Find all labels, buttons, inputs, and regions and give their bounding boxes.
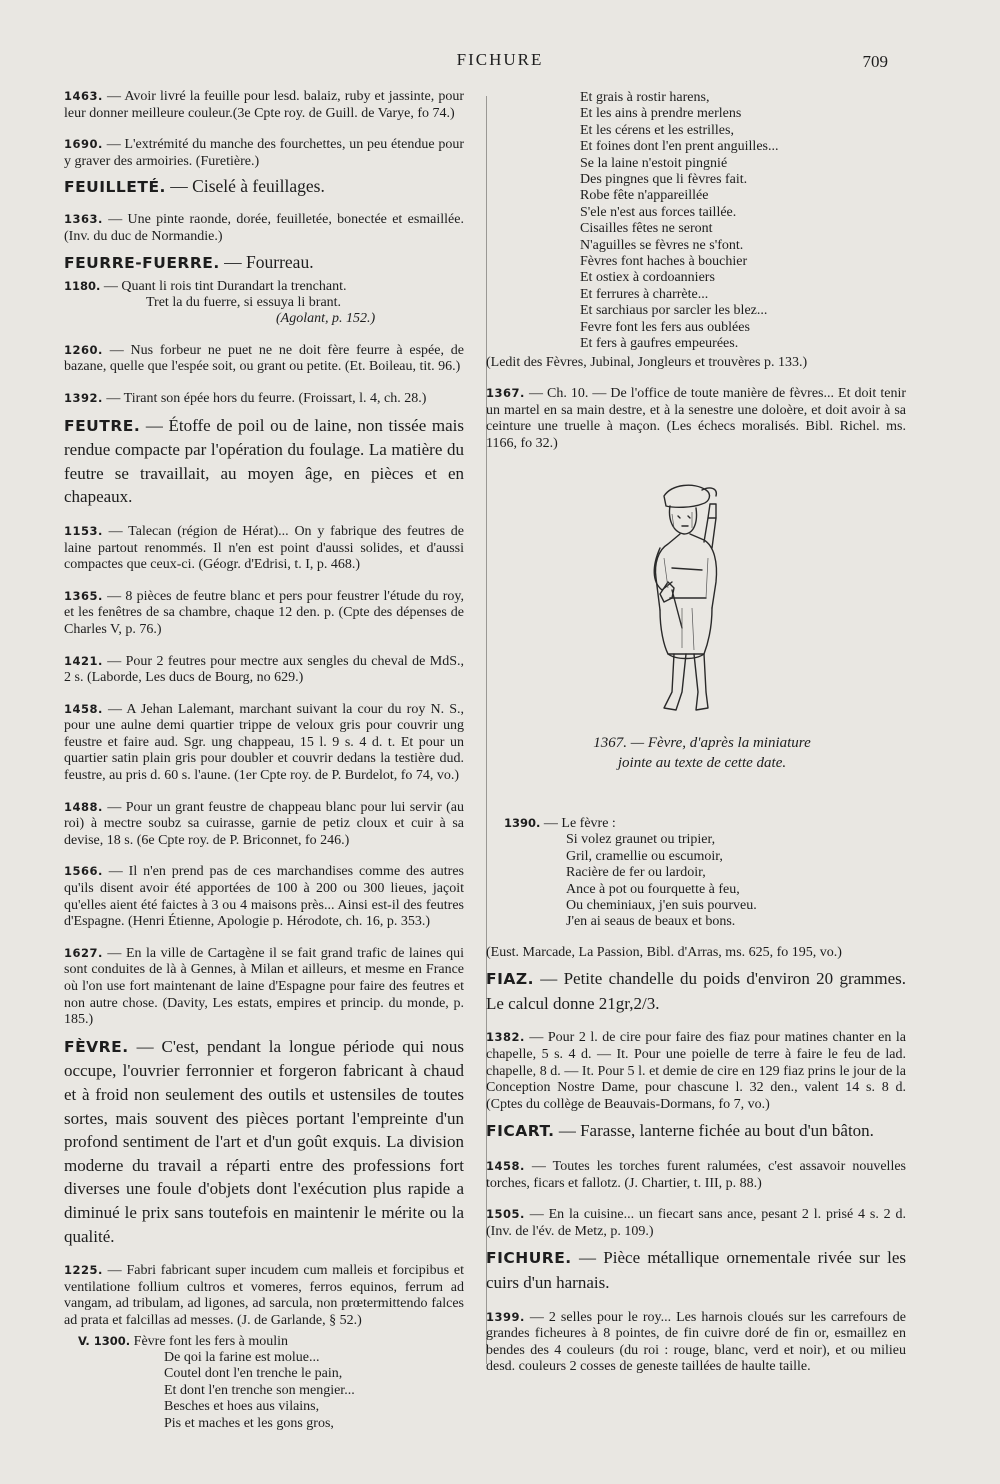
headword-feurre-fuerre: FEURRE-FUERRE. — Fourreau. xyxy=(64,251,314,272)
headword-feuillete: FEUILLETÉ. — Ciselé à feuillages. xyxy=(64,176,325,197)
entry-1458: 1458. — A Jehan Lalemant, marchant suivant la cour du roy N. S., pour une aulne demi quartier trippe de veloux gris pour couvrir ung feustre et faire aud. Sgr. ung chappeau, 15 l. 9 s. 4 d. t. Et pour un quartier satin plain gris pour doubler et couvrir dedans la testière dud. feustre, au pris d. 60 s. l'aune. (1er Cpte roy. de P. Burdelot, fo 74, vo.) xyxy=(64,701,465,784)
entry-1458-ficart: 1458. — Toutes les torches furent ralumées, c'est assavoir nouvelles torches, ficars et fallotz. (J. Chartier, t. III, p. 88.) xyxy=(486,1159,906,1191)
entry-1488: 1488. — Pour un grant feustre de chappeau blanc pour lui servir (au roi) à mectre soubz sa cuirasse, garnie de petiz cloux et cuir à sa devise, 18 s. (6e Cpte roy. de P. Briconnet, fo 246.) xyxy=(64,799,464,848)
entry-1260: 1260. — Nus forbeur ne puet ne ne doit fère feurre à espée, de bazane, quelle que l'espée soit, ou grant ou petite. (Et. Boileau, tit. 96.) xyxy=(64,342,465,375)
poem-line: Et foines dont l'en prent anguilles... xyxy=(580,139,779,155)
entry-1463: 1463. — Avoir livré la feuille pour lesd. balaiz, ruby et jassinte, pour leur donner meilleure couleur.(3e Cpte roy. de Guill. de Varye, fo 74.) xyxy=(64,89,464,121)
page-number: 709 xyxy=(862,52,888,71)
entry-1627: 1627. — En la ville de Cartagène il se fait grand trafic de laines qui sont conduites de là à Gennes, à Milan et ailleurs, et mesme en France où l'on use fort maintenant de laine d'Espagne pour faire des feutres et non autre chose. (Davity, Les estats, empires et princip. du monde, p. 185.) xyxy=(64,945,465,1028)
entry-1390: 1390. — Le fèvre : Si volez graunet ou tripier, Gril, cramellie ou escumoir, Racière de fer ou lardoir, Ance à pot ou fourquette à feu, Ou cheminiaux, j'en suis pourveu. J'en ai seaus de beaux et bons. xyxy=(504,816,757,930)
entry-1399: 1399. — 2 selles pour le roy... Les harnois cloués sur les carrefours de grandes ficheures à 8 pointes, de fin cuivre doré de fin or, esmaillez en bendes des 4 couleurs (du roi : rouge, blanc, verd et noir), et ou milieu desd. couleurs 2 cosses de geneste taillées de haulte taille. xyxy=(486,1309,906,1375)
running-title: FICHURE xyxy=(456,50,544,69)
poem-line: Et ostiex à cordoanniers xyxy=(580,270,715,286)
poem-line: Et grais à rostir harens, xyxy=(580,90,710,105)
headword-feutre: FEUTRE. — Étoffe de poil ou de laine, non tissée mais rendue compacte par l'opération du foulage. La matière du feutre se travaillait, au moyen âge, en pièces et en chapeaux. xyxy=(64,415,464,507)
entry-1392: 1392. — Tirant son épée hors du feurre. (Froissart, l. 4, ch. 28.) xyxy=(64,390,427,406)
poem-source: (Ledit des Fèvres, Jubinal, Jongleurs et trouvères p. 133.) xyxy=(486,354,808,370)
entry-1367: 1367. — Ch. 10. — De l'office de toute manière de fèvres... Et doit tenir un martel en sa main destre, et à la senestre une doloère, et doit avoir à sa ceinture une truelle à maçon. (Les échecs moralisés. Bibl. Richel. ms. 1166, fo 32.) xyxy=(486,385,907,451)
headword-fichure: FICHURE. — Pièce métallique ornementale rivée sur les cuirs d'un harnais. xyxy=(486,1248,906,1292)
poem-line: Fèvres font haches à bouchier xyxy=(580,254,748,270)
entry-1690: 1690. — L'extrémité du manche des fourchettes, un peu étendue pour y graver des armoiries. (Furetière.) xyxy=(64,137,465,169)
right-column-lower xyxy=(486,815,906,1379)
entry-1382: 1382. — Pour 2 l. de cire pour faire des fiaz pour matines chanter en la chapelle, 5 s. 4 d. — It. Pour une poielle de terre à faire le feu de lad. chapelle, 8 d. — It. Pour 5 l. et demie de cire en 129 fiaz prins le jour de la Conception Nostre Dame, pour chascune l. 32 den., valent 14 s. 8 d. (Cptes du collège de Beauvais-Dormans, fo 7, vo.) xyxy=(486,1030,906,1112)
entry-1225: 1225. — Fabri fabricant super incudem cum malleis et forcipibus et ventilatione follium cultros et vomeres, ferros equinos, ferrum ad vangam, ad tribulam, ad ligones, ad sarcula, non prœtermittendo falces ad prata et falcillas ad messes. (J. de Garlande, § 52.) xyxy=(64,1263,464,1328)
figure-caption: 1367. — Fèvre, d'après la miniature jointe au texte de cette date. xyxy=(593,735,811,771)
poem-line: Cisailles fêtes ne seront xyxy=(580,221,713,237)
poem-line: Et les ains à prendre merlens xyxy=(580,106,742,122)
poem-line: Robe fête n'appareillée xyxy=(580,188,709,204)
poem-line: Des pingnes que li fèvres fait. xyxy=(580,172,748,188)
entry-1365: 1365. — 8 pièces de feutre blanc et pers pour feustrer l'étude du roy, et les fenêtres de sa chambre, chaque 12 den. p. (Cpte des dépenses de Charles V, p. 76.) xyxy=(64,588,465,637)
entry-1566: 1566. — Il n'en prend pas de ces marchandises comme des autres qu'ils disent avoir été apportées de 100 à 200 ou 300 lieues, jaçoit qu'elles aient été faictes à 3 ou 4 maisons près... Ainsi est-il des feutres d'Espagne. (Henri Étienne, Apologie p. Hérodote, ch. 16, p. 353.) xyxy=(64,864,465,930)
entry-1363: 1363. — Une pinte raonde, dorée, feuilletée, bonectée et esmaillée. (Inv. du duc de Normandie.) xyxy=(64,212,464,244)
poem-line: Fevre font les fers aus oublées xyxy=(580,319,750,335)
poem-line: Et ferrures à charrète... xyxy=(580,286,709,302)
poem-line: S'ele n'est aus forces taillée. xyxy=(580,204,737,220)
entry-1505: 1505. — En la cuisine... un fiecart sans ance, pesant 2 l. prisé 4 s. 2 d. (Inv. de l'év. de Metz, p. 109.) xyxy=(486,1207,907,1239)
headword-fevre: FÈVRE. — C'est, pendant la longue période qui nous occupe, l'ouvrier ferronnier et forgeron fabricant à chaud et à froid non seulement des outils et ustensiles de toutes sortes, mais souvent des pièces portant l'empreinte d'un profond sentiment de l'art et d'un goût exquis. La division moderne du travail a réparti entre des professions fort diverses une foule d'objets dont l'exécution plus rapide a diminué le prix sans toutefois en maintenir le mérite ou la qualité. xyxy=(64,1036,465,1246)
poem-line: Et les cérens et les estrilles, xyxy=(580,122,734,138)
headword-ficart: FICART. — Farasse, lanterne fichée au bout d'un bâton. xyxy=(486,1121,874,1141)
entry-1390-source: (Eust. Marcade, La Passion, Bibl. d'Arras, ms. 625, fo 195, vo.) xyxy=(486,944,842,960)
headword-fiaz: FIAZ. — Petite chandelle du poids d'environ 20 grammes. Le calcul donne 21gr,2/3. xyxy=(486,969,907,1013)
entry-1180: 1180. — Quant li rois tint Durandart la trenchant. Tret la du fuerre, si essuya li brant. (Agolant, p. 152.) xyxy=(64,278,376,327)
poem-line: Et fers à gaufres empeurées. xyxy=(580,336,739,352)
entry-1153: 1153. — Talecan (région de Hérat)... On y fabrique des feutres de laine partout renommés. Il n'en est point d'aussi solides, et d'aussi compactes que ceux-ci. (Géogr. d'Edrisi, t. I, p. 468.) xyxy=(64,523,464,573)
poem-line: Et sarchiaus por sarcler les blez... xyxy=(580,303,768,319)
entry-v1300: V. 1300. Fèvre font les fers à moulin De qoi la farine est molue... Coutel dont l'en trenche le pain, Et dont l'en trenche son mengier... Besches et hoes aus vilains, Pis et maches et les gons gros, xyxy=(78,1333,355,1431)
blacksmith-illustration xyxy=(612,478,752,728)
fevres-poem xyxy=(486,90,906,353)
left-column xyxy=(64,88,464,1432)
entry-1421: 1421. — Pour 2 feutres pour mectre aux sengles du cheval de MdS., 2 s. (Laborde, Les ducs de Bourg, no 629.) xyxy=(64,653,464,686)
right-column xyxy=(486,90,906,455)
poem-line: N'aguilles se fèvres ne s'font. xyxy=(580,237,744,253)
poem-line: Se la laine n'estoit pingnié xyxy=(580,155,728,171)
